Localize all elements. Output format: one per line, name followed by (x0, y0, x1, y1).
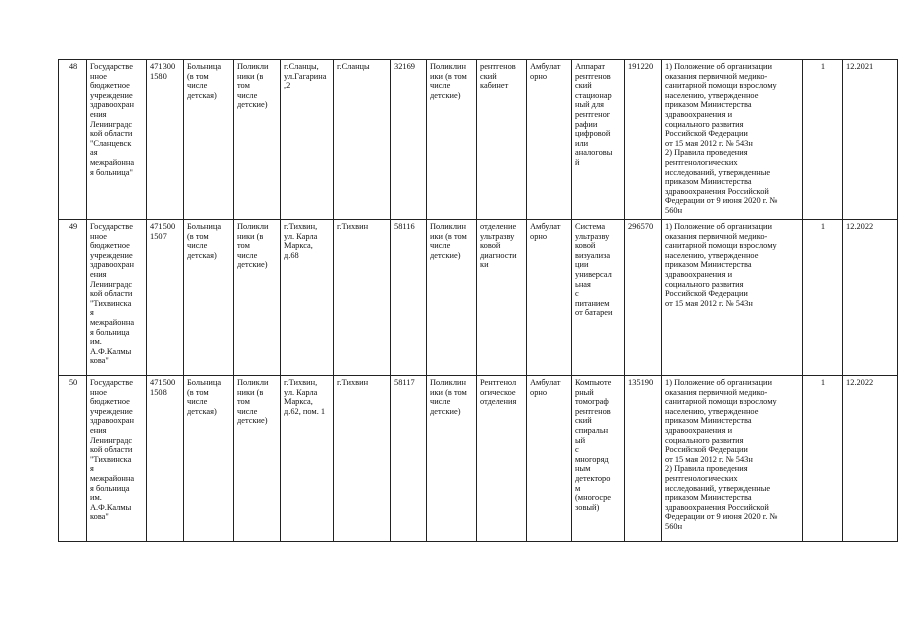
delivery-date: 12.2021 (843, 60, 898, 220)
table-row (59, 60, 898, 220)
quantity: 1 (803, 60, 843, 220)
equipment-name: Аппарат рентгенов ский стационар ный для рентгеног рафии цифровой или аналоговы й (572, 60, 625, 220)
equipment-code: 135190 (625, 376, 662, 542)
facility-type: Больница (в том числе детская) (184, 220, 234, 376)
delivery-date: 12.2022 (843, 220, 898, 376)
subdivision-code: 58117 (391, 376, 427, 542)
row-number: 48 (59, 60, 87, 220)
organization-name: Государстве нное бюджетное учреждение здравоохран ения Ленинградс кой области "Сланцевск ая межрайонна я больница" (87, 60, 147, 220)
care-conditions: Амбулат орно (527, 376, 572, 542)
department-type: Поликли ники (в том числе детские) (234, 220, 281, 376)
table-row (59, 220, 898, 376)
equipment-table (58, 59, 898, 542)
city: г.Тихвин (334, 220, 391, 376)
legal-basis: 1) Положение об организации оказания первичной медико- санитарной помощи взрослому населению, утвержденное приказом Министерства здравоохранения и социального развития Российской Федерации от 15 мая 2012 г. № 543н 2) Правила проведения рентгенологических исследований, утвержденные приказом Министерства здравоохранения Российской Федерации от 9 июня 2020 г. № 560н (662, 60, 803, 220)
quantity: 1 (803, 220, 843, 376)
organization-name: Государстве нное бюджетное учреждение здравоохран ения Ленинградс кой области "Тихвинска я межрайонна я больница им. А.Ф.Калмы кова" (87, 376, 147, 542)
city: г.Сланцы (334, 60, 391, 220)
subdivision-type: Поликлин ики (в том числе детские) (427, 220, 477, 376)
facility-type: Больница (в том числе детская) (184, 376, 234, 542)
subdivision-code: 58116 (391, 220, 427, 376)
organization-code: 471500 1507 (147, 220, 184, 376)
facility-type: Больница (в том числе детская) (184, 60, 234, 220)
department-type: Поликли ники (в том числе детские) (234, 60, 281, 220)
row-number: 49 (59, 220, 87, 376)
city: г.Тихвин (334, 376, 391, 542)
subdivision-code: 32169 (391, 60, 427, 220)
unit-name: Рентгенол огическое отделения (477, 376, 527, 542)
address: г.Сланцы, ул.Гагарина ,2 (281, 60, 334, 220)
care-conditions: Амбулат орно (527, 60, 572, 220)
delivery-date: 12.2022 (843, 376, 898, 542)
subdivision-type: Поликлин ики (в том числе детские) (427, 60, 477, 220)
department-type: Поликли ники (в том числе детские) (234, 376, 281, 542)
legal-basis: 1) Положение об организации оказания первичной медико- санитарной помощи взрослому населению, утвержденное приказом Министерства здравоохранения и социального развития Российской Федерации от 15 мая 2012 г. № 543н 2) Правила проведения рентгенологических исследований, утвержденные приказом Министерства здравоохранения Российской Федерации от 9 июня 2020 г. № 560н (662, 376, 803, 542)
row-number: 50 (59, 376, 87, 542)
care-conditions: Амбулат орно (527, 220, 572, 376)
quantity: 1 (803, 376, 843, 542)
equipment-name: Компьюте рный томограф рентгенов ский спиральн ый с многоряд ным детекторо м (многосре зовый) (572, 376, 625, 542)
equipment-name: Система ультразву ковой визуализа ции универсал ьная с питанием от батареи (572, 220, 625, 376)
subdivision-type: Поликлин ики (в том числе детские) (427, 376, 477, 542)
address: г.Тихвин, ул. Карла Маркса, д.68 (281, 220, 334, 376)
organization-code: 471500 1508 (147, 376, 184, 542)
equipment-code: 296570 (625, 220, 662, 376)
table-row (59, 376, 898, 542)
organization-name: Государстве нное бюджетное учреждение здравоохран ения Ленинградс кой области "Тихвинска я межрайонна я больница им. А.Ф.Калмы кова" (87, 220, 147, 376)
address: г.Тихвин, ул. Карла Маркса, д.62, пом. 1 (281, 376, 334, 542)
unit-name: отделение ультразву ковой диагности ки (477, 220, 527, 376)
equipment-code: 191220 (625, 60, 662, 220)
organization-code: 471300 1580 (147, 60, 184, 220)
unit-name: рентгенов ский кабинет (477, 60, 527, 220)
legal-basis: 1) Положение об организации оказания первичной медико- санитарной помощи взрослому населению, утвержденное приказом Министерства здравоохранения и социального развития Российской Федерации от 15 мая 2012 г. № 543н (662, 220, 803, 376)
